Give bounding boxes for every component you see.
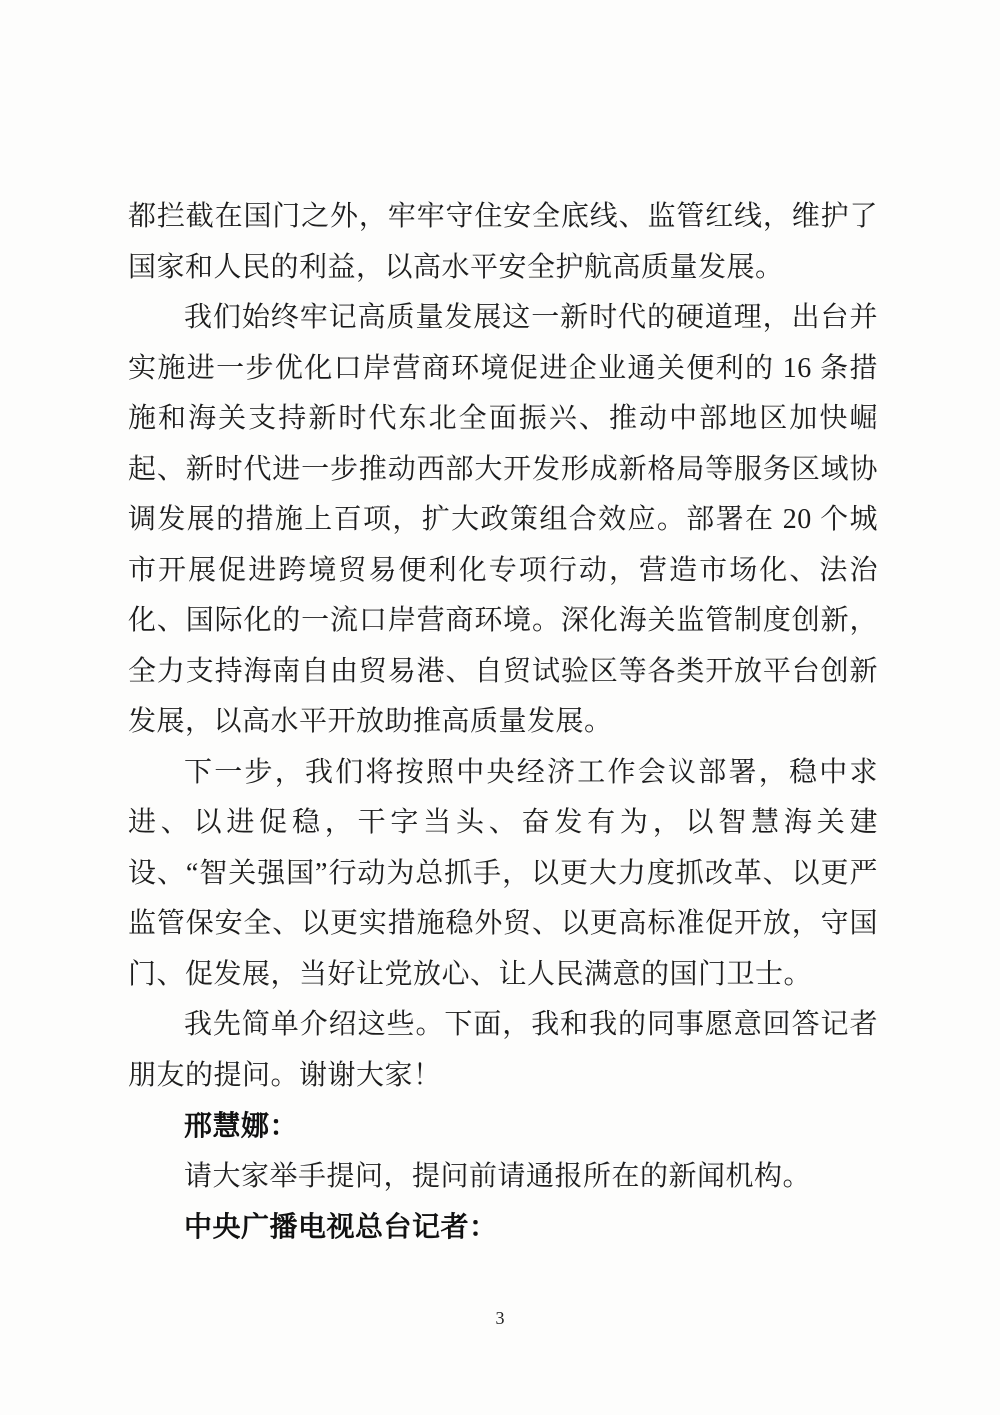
speaker-name-xing-huina: 邢慧娜：: [184, 1110, 299, 1141]
paragraph-moderator-instruction: 请大家举手提问，提问前请通报所在的新闻机构。: [184, 1160, 812, 1192]
document-body: [128, 192, 878, 1253]
speaker-name-cmg-reporter: 中央广播电视总台记者：: [184, 1211, 498, 1242]
paragraph-closing: 我先简单介绍这些。下面，我和我的同事愿意回答记者朋友的提问。谢谢大家！: [128, 1009, 878, 1091]
page-number: 3: [495, 1308, 505, 1328]
paragraph-continuation: 都拦截在国门之外，牢牢守住安全底线、监管红线，维护了国家和人民的利益，以高水平安全护航高质量发展。: [128, 201, 878, 283]
paragraph-measures: 我们始终牢记高质量发展这一新时代的硬道理，出台并实施进一步优化口岸营商环境促进企业通关便利的 16 条措施和海关支持新时代东北全面振兴、推动中部地区加快崛起、新时代进一步推动西部大开发形成新格局等服务区域协调发展的措施上百项，扩大政策组合效应。部署在 20 个城市开展促进跨境贸易便利化专项行动，营造市场化、法治化、国际化的一流口岸营商环境。深化海关监管制度创新，全力支持海南自由贸易港、自贸试验区等各类开放平台创新发展，以高水平开放助推高质量发展。: [128, 302, 878, 737]
paragraph-next-steps: 下一步，我们将按照中央经济工作会议部署，稳中求进、以进促稳，干字当头、奋发有为，以智慧海关建设、“智关强国”行动为总抓手，以更大力度抓改革、以更严监管保安全、以更实措施稳外贸、以更高标准促开放，守国门、促发展，当好让党放心、让人民满意的国门卫士。: [128, 756, 878, 990]
